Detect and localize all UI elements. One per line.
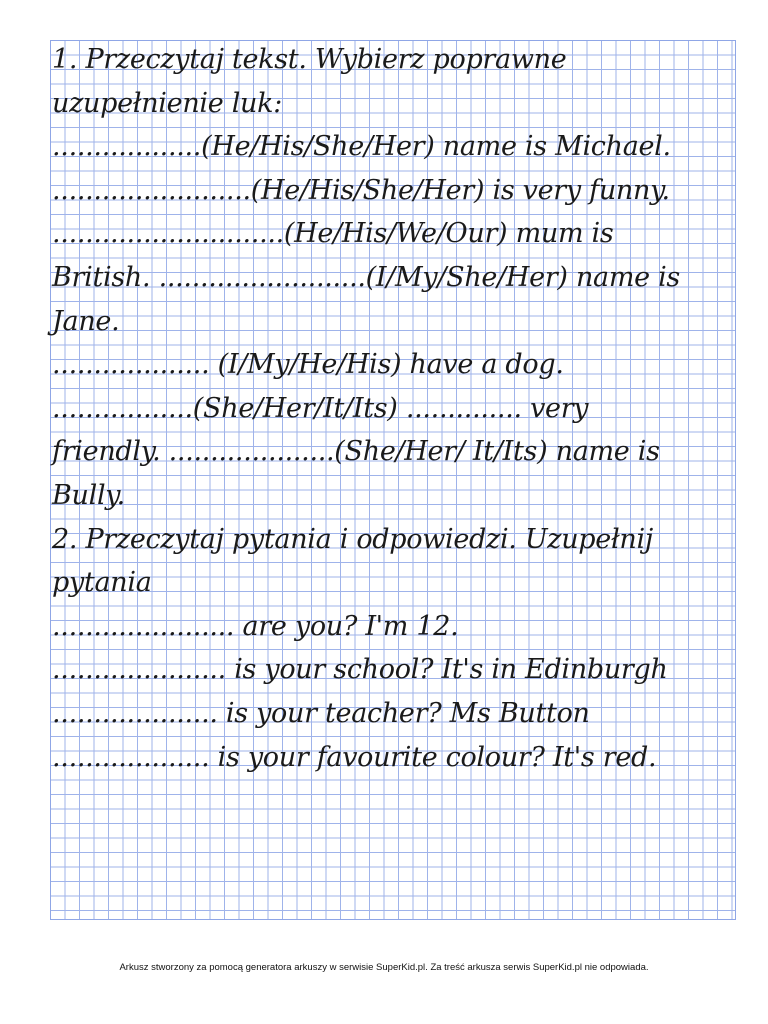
exercise-2-question-line: ..................... is your school? It's in Edinburgh (52, 654, 668, 686)
exercise-1-text-line: ................... (I/My/He/His) have a dog. (52, 349, 564, 381)
exercise-1-text-line: Jane. (52, 305, 120, 337)
exercise-1-text-line: Bully. (52, 479, 125, 511)
exercise-1-instruction-line-2: uzupełnienie luk: (52, 87, 282, 119)
worksheet-text (52, 38, 736, 779)
exercise-1-text-line: British. .........................(I/My/She/Her) name is (52, 261, 680, 293)
exercise-2-instruction-line-2: pytania (52, 567, 152, 599)
footer-disclaimer: Arkusz stworzony za pomocą generatora arkuszy w serwisie SuperKid.pl. Za treść arkusza serwis SuperKid.pl nie odpowiada. (119, 962, 649, 973)
exercise-1-text-line: .................(She/Her/It/Its) .............. very (52, 392, 589, 424)
exercise-2-instruction-line-1: 2. Przeczytaj pytania i odpowiedzi. Uzupełnij (52, 523, 653, 555)
exercise-2-question-line: .................... is your teacher? Ms Button (52, 697, 590, 729)
exercise-2-question-line: ................... is your favourite colour? It's red. (52, 741, 657, 773)
exercise-1-text-line: ........................(He/His/She/Her) is very funny. (52, 174, 670, 206)
exercise-1-text-line: friendly. ....................(She/Her/ It/Its) name is (52, 436, 660, 468)
exercise-1-text-line: ............................(He/His/We/Our) mum is (52, 218, 614, 250)
exercise-1-instruction-line-1: 1. Przeczytaj tekst. Wybierz poprawne (52, 44, 567, 75)
exercise-1-text-line: ..................(He/His/She/Her) name is Michael. (52, 131, 671, 163)
exercise-2-question-line: ...................... are you? I'm 12. (52, 610, 459, 642)
